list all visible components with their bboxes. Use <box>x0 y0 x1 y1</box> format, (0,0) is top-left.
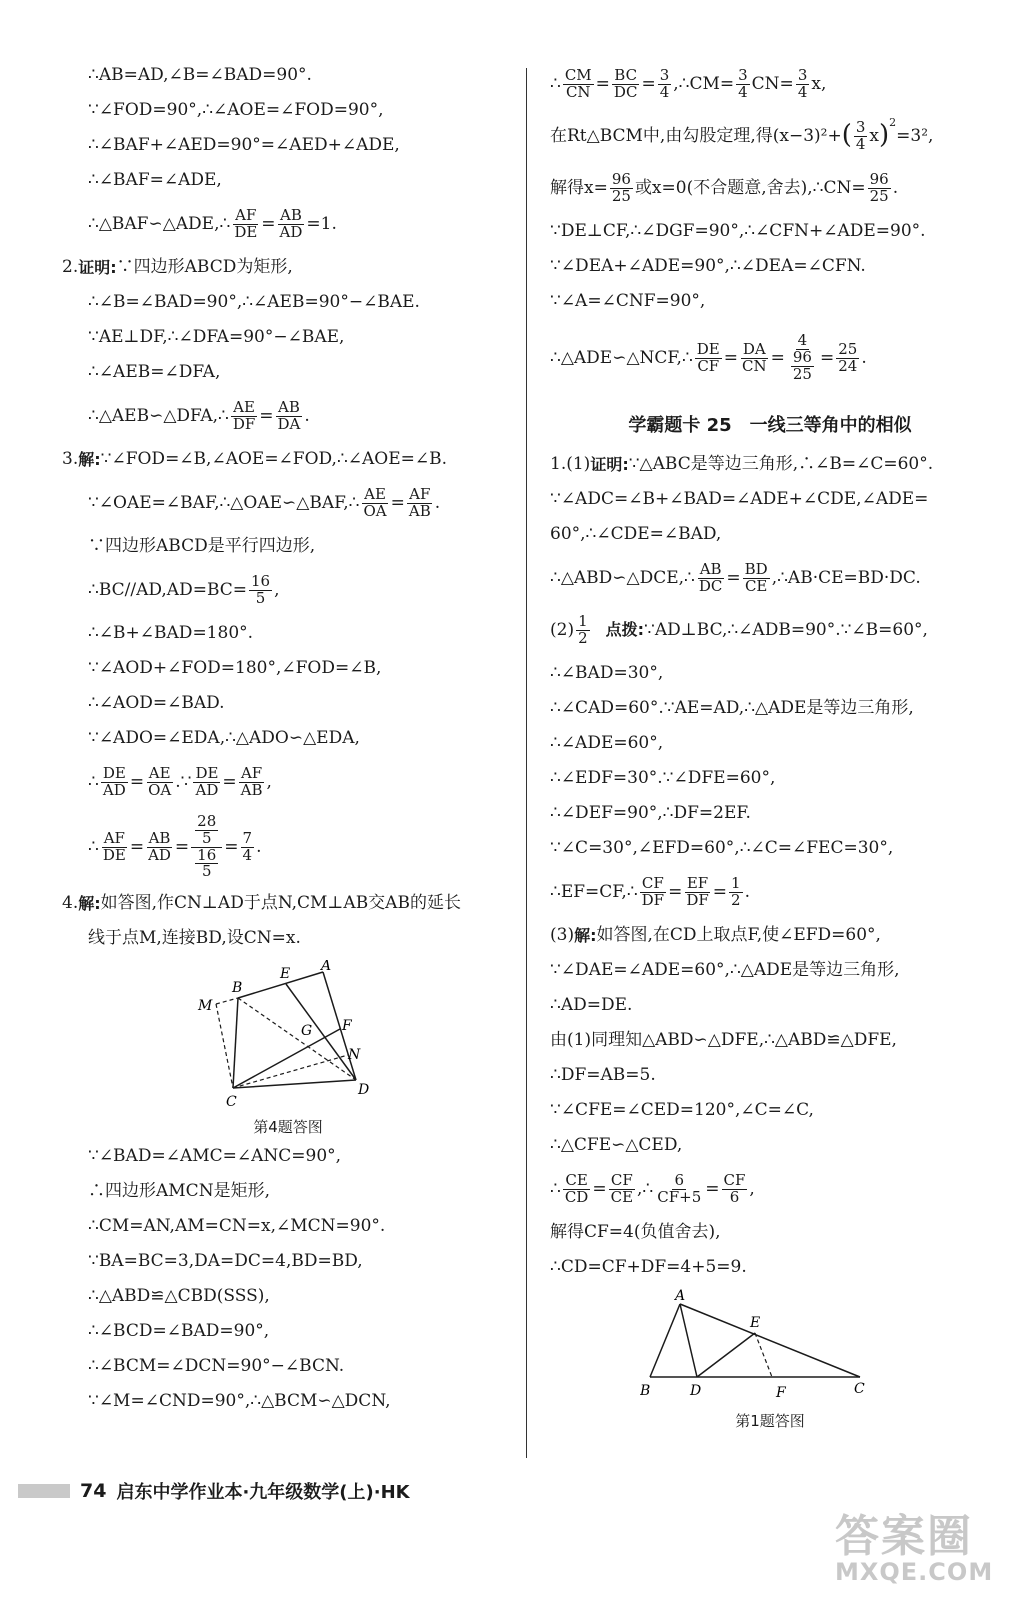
right-line-16: ∴∠EDF=30°.∵∠DFE=60°, <box>550 768 776 789</box>
right-line-18: ∵∠C=30°,∠EFD=60°,∴∠C=∠FEC=30°, <box>550 838 894 859</box>
fraction: $\frac{CF}{DF}$ <box>641 873 665 909</box>
right-line-11: ∴△ABD∽△DCE,∴ $\frac{AB}{DC}$ = $\frac{BD}{CE}$ ,∴AB·CE=BD·DC. <box>550 559 921 595</box>
footer-bar <box>18 1484 70 1498</box>
svg-text:E: E <box>750 1315 761 1331</box>
left-line-24: ∴四边形AMCN是矩形, <box>88 1181 270 1202</box>
left-line-30: ∵∠M=∠CND=90°,∴△BCM∽△DCN, <box>88 1391 391 1412</box>
fraction: $\frac{3}{4}$ <box>797 65 808 101</box>
right-line-27: ∴ $\frac{CE}{CD}$ = $\frac{CF}{CE}$ ,∴ $\frac{6}{CF+5}$ = $\frac{CF}{6}$ , <box>550 1170 755 1206</box>
fraction: $\frac{3}{4}$ <box>659 65 670 101</box>
left-line-28: ∴∠BCD=∠BAD=90°, <box>88 1321 270 1342</box>
right-line-4: ∵DE⊥CF,∴∠DGF=90°,∴∠CFN+∠ADE=90°. <box>550 221 926 242</box>
left-line-4: ∴∠BAF=∠ADE, <box>88 170 222 191</box>
left-line-26: ∵BA=BC=3,DA=DC=4,BD=BD, <box>88 1251 363 1272</box>
right-line-7: ∴△ADE∽△NCF,∴ $\frac{DE}{CF}$ = $\frac{DA}{CN}$ = $\frac{4}{\frac{96}{25}}$ = $\frac{25}{24}$ . <box>550 331 867 383</box>
right-line-24: ∴DF=AB=5. <box>550 1065 656 1086</box>
fraction: $\frac{AF}{AB}$ <box>408 484 431 520</box>
fraction: $\frac{16}{5}$ <box>251 571 271 607</box>
right-line-19: ∴EF=CF,∴ $\frac{CF}{DF}$ = $\frac{EF}{DF}$ = $\frac{1}{2}$ . <box>550 873 750 909</box>
fraction: $\frac{CM}{CN}$ <box>564 65 592 101</box>
right-line-17: ∴∠DEF=90°,∴DF=2EF. <box>550 803 751 824</box>
left-line-27: ∴△ABD≌△CBD(SSS), <box>88 1286 270 1307</box>
left-line-23: ∵∠BAD=∠AMC=∠ANC=90°, <box>88 1146 342 1167</box>
svg-text:F: F <box>342 1018 352 1034</box>
fraction: $\frac{6}{CF+5}$ <box>657 1170 702 1206</box>
fraction: $\frac{BC}{DC}$ <box>613 65 638 101</box>
fraction: $\frac{AE}{DF}$ <box>232 397 256 433</box>
section-title: 学霸题卡 25 一线三等角中的相似 <box>628 415 912 436</box>
right-line-1: ∴ $\frac{CM}{CN}$ = $\frac{BC}{DC}$ = $\frac{3}{4}$ ,∴CM= $\frac{3}{4}$ CN= $\frac{3}{4}$ x, <box>550 65 827 101</box>
left-line-18: ∵∠ADO=∠EDA,∴△ADO∽△EDA, <box>88 728 360 749</box>
svg-text:G: G <box>301 1023 313 1039</box>
compound-fraction: $\frac{4}{\frac{96}{25}}$ <box>792 331 812 383</box>
svg-text:C: C <box>854 1381 865 1397</box>
watermark: 答案圈 MXQE.COM <box>835 1511 994 1586</box>
svg-text:D: D <box>690 1383 702 1399</box>
fraction: $\frac{96}{25}$ <box>869 169 889 205</box>
figure-caption: 第4题答图 <box>253 1118 323 1136</box>
fraction: $\frac{BD}{CE}$ <box>744 559 768 595</box>
right-line-20: (3) 解: 如答图,在CD上取点F,使∠EFD=60°, <box>550 925 881 946</box>
right-column <box>550 58 990 1433</box>
left-line-17: ∴∠AOD=∠BAD. <box>88 693 225 714</box>
svg-text:D: D <box>358 1082 370 1098</box>
fraction: $\frac{AB}{DA}$ <box>277 397 301 433</box>
fraction: $\frac{CF}{CE}$ <box>610 1170 634 1206</box>
fraction: $\frac{DE}{CF}$ <box>696 339 720 375</box>
right-line-28: 解得CF=4(负值舍去), <box>550 1222 721 1243</box>
left-line-13: ∵四边形ABCD是平行四边形, <box>88 536 316 557</box>
left-line-25: ∴CM=AN,AM=CN=x,∠MCN=90°. <box>88 1216 386 1237</box>
right-line-25: ∵∠CFE=∠CED=120°,∠C=∠C, <box>550 1100 814 1121</box>
left-line-14: ∴BC//AD,AD=BC= $\frac{16}{5}$ , <box>88 571 280 607</box>
fraction: $\frac{96}{25}$ <box>611 169 631 205</box>
fraction: $\frac{DE}{AD}$ <box>102 763 126 799</box>
right-line-15: ∴∠ADE=60°, <box>550 733 664 754</box>
geometry-diagram-q1 <box>640 1289 900 1404</box>
right-line-14: ∴∠CAD=60°.∵AE=AD,∴△ADE是等边三角形, <box>550 698 914 719</box>
svg-text:F: F <box>776 1385 786 1401</box>
left-line-16: ∵∠AOD+∠FOD=180°,∠FOD=∠B, <box>88 658 382 679</box>
fraction: $\frac{AB}{AD}$ <box>148 828 171 864</box>
fraction: $\frac{AE}{OA}$ <box>363 484 387 520</box>
left-line-7: ∴∠B=∠BAD=90°,∴∠AEB=90°−∠BAE. <box>88 292 420 313</box>
compound-fraction: $\frac{\frac{28}{5}}{\frac{16}{5}}$ <box>191 814 222 880</box>
left-line-9: ∴∠AEB=∠DFA, <box>88 362 221 383</box>
page-footer <box>18 1478 410 1504</box>
fraction: $\frac{3}{4}$ <box>855 117 866 153</box>
figure-question-4 <box>62 960 514 1137</box>
book-title: 启东中学作业本·九年级数学(上)·HK <box>116 1482 410 1503</box>
svg-text:E: E <box>280 966 291 982</box>
right-line-22: ∴AD=DE. <box>550 995 633 1016</box>
svg-text:N: N <box>348 1047 361 1063</box>
right-line-10: 60°,∴∠CDE=∠BAD, <box>550 524 722 545</box>
left-line-15: ∴∠B+∠BAD=180°. <box>88 623 254 644</box>
fraction: $\frac{EF}{DF}$ <box>686 873 709 909</box>
fraction: $\frac{1}{2}$ <box>731 873 741 909</box>
right-line-6: ∵∠A=∠CNF=90°, <box>550 291 706 312</box>
question-3-heading: 3. 解: ∵∠FOD=∠B,∠AOE=∠FOD,∴∠AOE=∠B. <box>62 449 448 470</box>
fraction: $\frac{25}{24}$ <box>838 339 858 375</box>
svg-text:M: M <box>198 998 213 1014</box>
right-line-12: (2) $\frac{1}{2}$ 点拨: ∵AD⊥BC,∴∠ADB=90°.∵∠B=60°, <box>550 611 928 647</box>
fraction: $\frac{AB}{DC}$ <box>698 559 723 595</box>
fraction: $\frac{AB}{AD}$ <box>279 205 303 241</box>
left-line-22: 线于点M,连接BD,设CN=x. <box>88 928 301 949</box>
fraction: $\frac{CE}{CD}$ <box>564 1170 589 1206</box>
left-line-3: ∴∠BAF+∠AED=90°=∠AED+∠ADE, <box>88 135 400 156</box>
svg-text:B: B <box>232 980 243 996</box>
svg-text:A: A <box>675 1289 686 1304</box>
right-line-2: 在Rt△BCM中,由勾股定理,得(x−3)²+ ( $\frac{3}{4}$ x ) $^2$ =3², <box>550 116 934 153</box>
svg-text:B: B <box>640 1383 651 1399</box>
svg-text:A: A <box>321 960 332 974</box>
geometry-diagram-q4 <box>188 960 388 1110</box>
fraction: $\frac{AF}{DE}$ <box>234 205 258 241</box>
left-line-12: ∵∠OAE=∠BAF,∴△OAE∽△BAF,∴ $\frac{AE}{OA}$ = $\frac{AF}{AB}$ . <box>88 484 441 520</box>
page-number: 74 <box>80 1480 107 1502</box>
right-line-3: 解得x= $\frac{96}{25}$ 或x=0(不合题意,舍去),∴CN= $\frac{96}{25}$ . <box>550 169 899 205</box>
fraction: $\frac{7}{4}$ <box>242 828 253 864</box>
right-line-21: ∵∠DAE=∠ADE=60°,∴△ADE是等边三角形, <box>550 960 900 981</box>
left-line-20: ∴ $\frac{AF}{DE}$ = $\frac{AB}{AD}$ = $\frac{\frac{28}{5}}{\frac{16}{5}}$ = $\frac{7}{4}$ . <box>88 812 262 881</box>
figure-question-1 <box>550 1289 990 1431</box>
fraction: $\frac{AF}{DE}$ <box>102 828 126 864</box>
left-line-8: ∵AE⊥DF,∴∠DFA=90°−∠BAE, <box>88 327 345 348</box>
fraction: $\frac{DA}{CN}$ <box>742 339 767 375</box>
svg-text:C: C <box>226 1094 237 1110</box>
fraction: $\frac{3}{4}$ <box>738 65 748 101</box>
question-2-heading: 2. 证明: ∵四边形ABCD为矩形, <box>62 257 293 278</box>
column-divider <box>526 68 527 1458</box>
figure-caption: 第1题答图 <box>735 1412 805 1430</box>
right-line-23: 由(1)同理知△ABD∽△DFE,∴△ABD≌△DFE, <box>550 1030 897 1051</box>
right-line-13: ∴∠BAD=30°, <box>550 663 664 684</box>
right-line-26: ∴△CFE∽△CED, <box>550 1135 683 1156</box>
fraction: $\frac{CF}{6}$ <box>723 1170 746 1206</box>
fraction: $\frac{AE}{OA}$ <box>148 763 172 799</box>
left-line-29: ∴∠BCM=∠DCN=90°−∠BCN. <box>88 1356 345 1377</box>
left-line-1: ∴AB=AD,∠B=∠BAD=90°. <box>88 65 312 86</box>
left-line-5: ∴△BAF∽△ADE,∴ $\frac{AF}{DE}$ = $\frac{AB}{AD}$ =1. <box>88 205 337 241</box>
left-line-10: ∴△AEB∽△DFA,∴ $\frac{AE}{DF}$ = $\frac{AB}{DA}$ . <box>88 397 310 433</box>
right-line-5: ∵∠DEA+∠ADE=90°,∴∠DEA=∠CFN. <box>550 256 866 277</box>
fraction: $\frac{AF}{AB}$ <box>240 763 263 799</box>
fraction: $\frac{DE}{AD}$ <box>195 763 219 799</box>
left-line-19: ∴ $\frac{DE}{AD}$ = $\frac{AE}{OA}$ .∵ $\frac{DE}{AD}$ = $\frac{AF}{AB}$ , <box>88 763 272 799</box>
left-column <box>62 58 514 1419</box>
right-line-29: ∴CD=CF+DF=4+5=9. <box>550 1257 747 1278</box>
question-1-heading: 1. (1) 证明: ∵△ABC是等边三角形,∴∠B=∠C=60°. <box>550 454 934 475</box>
fraction: $\frac{1}{2}$ <box>578 611 588 647</box>
question-4-heading: 4. 解: 如答图,作CN⊥AD于点N,CM⊥AB交AB的延长 <box>62 893 461 914</box>
left-line-2: ∵∠FOD=90°,∴∠AOE=∠FOD=90°, <box>88 100 384 121</box>
right-line-9: ∵∠ADC=∠B+∠BAD=∠ADE+∠CDE,∠ADE= <box>550 489 929 510</box>
